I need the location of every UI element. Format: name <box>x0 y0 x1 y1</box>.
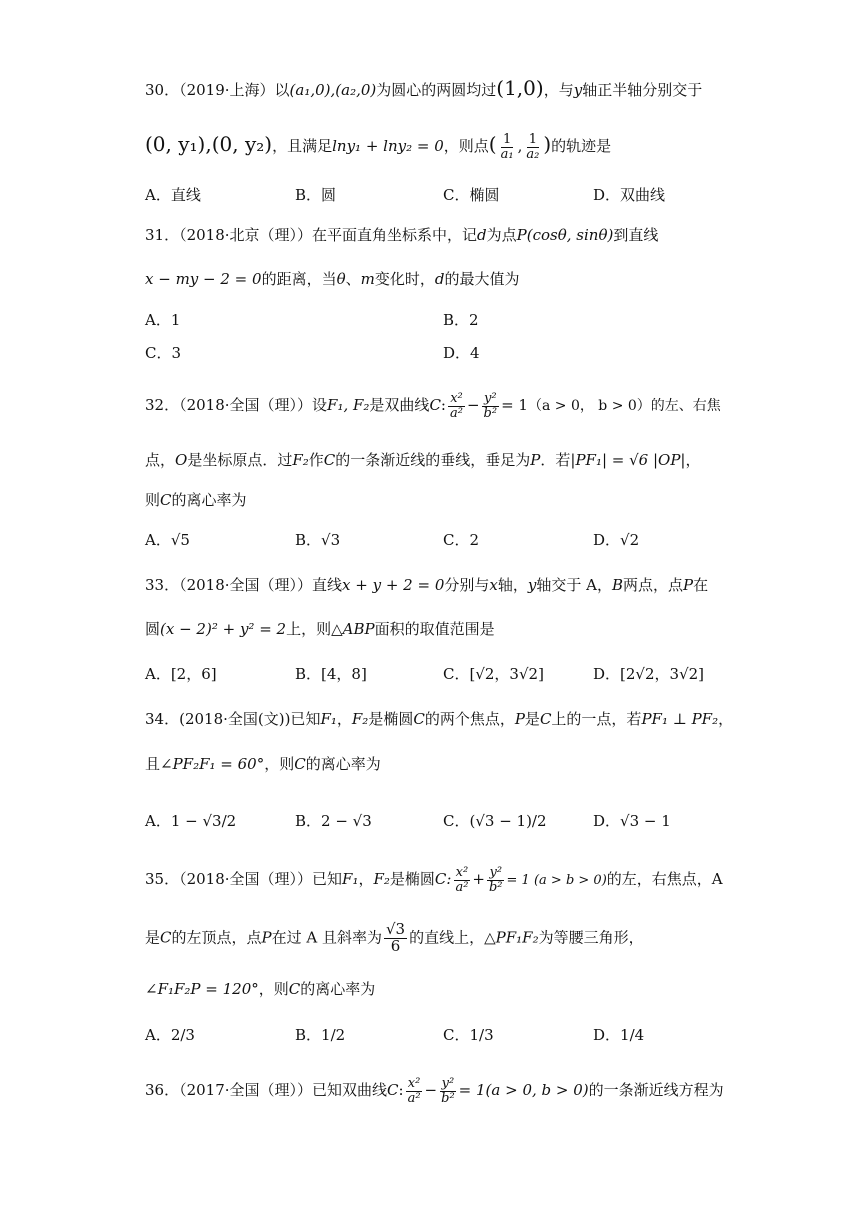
q35-text: 是椭圆 <box>389 870 435 889</box>
q32-line1 <box>145 392 721 420</box>
frac-num: y² <box>489 865 503 880</box>
q36-lead: 36．（2017·全国（理））已知双曲线 <box>145 1081 388 1100</box>
option-a[interactable]: A．1 <box>145 311 181 329</box>
q32-text: : <box>440 396 446 415</box>
q31-point: P(cosθ, sinθ) <box>516 226 614 244</box>
q34-text: 的两个焦点， <box>424 710 515 728</box>
q33-var: B <box>611 576 623 594</box>
frac-den: a² <box>449 405 463 421</box>
q34-text: 且 <box>145 755 161 773</box>
q31-text: 的距离，当 <box>261 270 337 288</box>
q32-text: （a > 0， b > 0）的左、右焦 <box>527 398 721 415</box>
q35-slope <box>384 922 407 955</box>
q32-text: 是双曲线 <box>369 396 430 415</box>
q33-var: y <box>527 576 537 594</box>
q33-triangle: △ABP <box>331 620 375 638</box>
q34-lead: 34．(2018·全国(文))已知 <box>145 710 321 728</box>
q32-var: C <box>160 491 172 509</box>
option-a[interactable]: A．1 − √3/2 <box>145 812 237 830</box>
q31-text: 到直线 <box>613 226 659 244</box>
q32-text: 是坐标原点．过 <box>187 451 293 469</box>
option-c[interactable]: C．(√3 − 1)/2 <box>443 812 547 830</box>
option-d[interactable]: D．[2√2，3√2] <box>593 665 705 683</box>
option-d[interactable]: D．√2 <box>593 531 640 549</box>
q34-text: 是 <box>524 710 540 728</box>
option-b[interactable]: B．圆 <box>295 186 337 204</box>
q30-text: 的轨迹是 <box>551 137 612 155</box>
q31-line-equation: x − my − 2 = 0 <box>145 270 262 288</box>
q35-text: 的左，右焦点，A <box>606 870 723 889</box>
q32-frac-y <box>482 392 500 420</box>
q31-text: 、 <box>345 270 361 288</box>
q35-text: 是 <box>145 928 161 947</box>
q32-frac-x <box>448 392 465 420</box>
q33-text: 分别与 <box>444 576 490 594</box>
q32-var: C <box>323 451 336 469</box>
frac-num: √3 <box>385 920 406 938</box>
frac-den: a² <box>407 1090 421 1106</box>
q34-var: F₁ <box>320 710 337 728</box>
q36-frac-x <box>406 1077 423 1105</box>
option-c[interactable]: C．3 <box>145 344 182 362</box>
q35-text: 为等腰三角形， <box>538 928 644 947</box>
option-b[interactable]: B．√3 <box>295 531 341 549</box>
q35-var: F₁ <box>342 870 359 889</box>
option-b[interactable]: B．2 − √3 <box>295 812 372 830</box>
frac-den: a₁ <box>500 146 514 162</box>
q35-triangle: △PF₁F₂ <box>484 928 539 947</box>
q34-var: C <box>413 710 425 728</box>
q33-text: 在 <box>693 576 709 594</box>
option-d[interactable]: D．1/4 <box>593 1026 645 1044</box>
q33-text: 上，则 <box>286 620 332 638</box>
q31-lead: 31．（2018·北京（理））在平面直角坐标系中，记 <box>145 226 478 244</box>
frac-den: 6 <box>390 936 401 955</box>
option-c[interactable]: C．2 <box>443 531 480 549</box>
q30-text: 轴正半轴分别交于 <box>582 81 703 99</box>
q30-point: (1,0) <box>496 76 544 100</box>
q33-line1 <box>145 573 708 597</box>
option-c[interactable]: C．1/3 <box>443 1026 494 1044</box>
q34-var: C <box>539 710 552 728</box>
q32-text: − <box>466 396 480 415</box>
q34-line1 <box>145 707 733 731</box>
q34-var: F₂ <box>351 710 369 728</box>
q35-lead: 35．（2018·全国（理））已知 <box>145 870 343 889</box>
option-d[interactable]: D．√3 − 1 <box>593 812 671 830</box>
q36-line1 <box>145 1077 724 1105</box>
q36-text: : <box>398 1081 404 1100</box>
q35-frac-y <box>487 866 505 894</box>
frac-den: b² <box>483 405 498 421</box>
q32-var: P <box>530 451 541 469</box>
q36-text: 的一条渐近线方程为 <box>588 1081 724 1100</box>
frac-num: x² <box>407 1076 421 1091</box>
frac-den: b² <box>441 1090 455 1106</box>
q30-axis: y <box>573 81 583 99</box>
q31-var: d <box>434 270 445 288</box>
q36-text: = 1(a > 0, b > 0) <box>458 1081 589 1100</box>
q34-perpendicular: PF₁ ⊥ PF₂ <box>641 710 719 728</box>
q33-text: 面积的取值范围是 <box>374 620 495 638</box>
q32-text: 点， <box>145 451 176 469</box>
q32-lead: 32．（2018·全国（理））设 <box>145 396 328 415</box>
option-a[interactable]: A．√5 <box>145 531 190 549</box>
q33-text: 轴交于 A， <box>536 576 612 594</box>
q32-var: O <box>175 451 188 469</box>
q30-centers: (a₁,0),(a₂,0) <box>289 81 377 99</box>
q35-text: 在过 A 且斜率为 <box>271 928 382 947</box>
q36-var: C <box>387 1081 399 1100</box>
q30-condition: lny₁ + lny₂ = 0 <box>332 137 444 155</box>
option-a[interactable]: A．2/3 <box>145 1026 195 1044</box>
q35-line1 <box>145 866 723 894</box>
q35-text: 的直线上， <box>409 928 485 947</box>
q31-var: m <box>360 270 375 288</box>
option-b[interactable]: B．2 <box>443 311 479 329</box>
q35-var: P <box>261 928 272 947</box>
q34-text: 的离心率为 <box>305 755 381 773</box>
q35-var: C <box>160 928 172 947</box>
q33-text: 圆 <box>145 620 161 638</box>
option-a[interactable]: A．直线 <box>145 186 201 204</box>
q32-var: F₂ <box>292 451 309 469</box>
q30-lead: 30．（2019·上海）以 <box>145 81 290 99</box>
q34-var: P <box>514 710 525 728</box>
frac-den: a₂ <box>526 146 540 162</box>
q30-text: ，则点 <box>443 137 489 155</box>
q33-var: x <box>489 576 498 594</box>
q32-text: 的一条渐近线的垂线，垂足为 <box>335 451 531 469</box>
q31-line1 <box>145 223 658 247</box>
q34-text: 上的一点，若 <box>551 710 642 728</box>
q30-line2: (0, y₁),(0, y₂)，且满足lny₁ + lny₂ = 0，则点( $\frac{1}{\text{a₁}}$ , $\frac{1}{\text{a₂}}$ )的轨迹是 <box>145 131 612 162</box>
option-c[interactable]: C．椭圆 <box>443 186 500 204</box>
q34-text: ，则 <box>264 755 295 773</box>
q34-var: C <box>294 755 306 773</box>
q32-text: ．若 <box>540 451 571 469</box>
q32-text: ， <box>685 451 701 469</box>
q32-text: 作 <box>308 451 324 469</box>
q34-text: ， <box>718 710 734 728</box>
frac-num: x² <box>450 391 463 406</box>
q32-text: = 1 <box>501 396 528 415</box>
frac-num: 1 <box>528 131 537 147</box>
option-d[interactable]: D．双曲线 <box>593 186 666 204</box>
q31-text: 的最大值为 <box>444 270 520 288</box>
q34-text: 是椭圆 <box>368 710 414 728</box>
frac-num: y² <box>441 1076 455 1091</box>
option-c[interactable]: C．[√2，3√2] <box>443 665 544 683</box>
option-b[interactable]: B．1/2 <box>295 1026 346 1044</box>
frac-num: 1 <box>502 131 512 147</box>
q31-var: d <box>477 226 487 244</box>
q32-var: C <box>429 396 441 415</box>
q30-points: (0, y₁),(0, y₂) <box>145 132 273 156</box>
q30-line1 <box>145 76 702 102</box>
q32-foci: F₁, F₂ <box>327 396 370 415</box>
q35-var: F₂ <box>373 870 390 889</box>
q35-line3 <box>145 977 375 1001</box>
q35-var: C <box>288 980 301 998</box>
q35-text: 的左顶点，点 <box>171 928 262 947</box>
option-b[interactable]: B．[4，8] <box>295 665 367 683</box>
q30-frac1 <box>499 133 516 161</box>
q34-angle: ∠PF₂F₁ = 60° <box>160 755 265 773</box>
q35-var: C: <box>434 870 452 889</box>
q35-text: = 1 (a > b > 0) <box>506 873 607 889</box>
q31-text: 为点 <box>486 226 517 244</box>
q35-line2 <box>145 922 644 955</box>
q33-line-equation: x + y + 2 = 0 <box>342 576 445 594</box>
q34-text: ， <box>336 710 352 728</box>
q33-line2 <box>145 617 495 641</box>
q31-var: θ <box>336 270 346 288</box>
q30-text: ，与 <box>543 81 574 99</box>
q33-lead: 33．（2018·全国（理））直线 <box>145 576 343 594</box>
q35-frac-x <box>453 866 470 894</box>
frac-den: b² <box>488 879 503 895</box>
q35-text: 的离心率为 <box>300 980 376 998</box>
q33-circle-equation: (x − 2)² + y² = 2 <box>160 620 287 638</box>
option-d[interactable]: D．4 <box>443 344 480 362</box>
q31-line2 <box>145 267 520 291</box>
q32-text: 则 <box>145 491 161 509</box>
q32-text: 的离心率为 <box>171 491 247 509</box>
frac-num: x² <box>455 865 469 880</box>
q30-text: 为圆心的两圆均过 <box>376 81 497 99</box>
frac-num: y² <box>484 391 497 406</box>
q36-text: − <box>424 1081 438 1100</box>
option-a[interactable]: A．[2，6] <box>145 665 217 683</box>
q35-text: + <box>472 870 485 889</box>
q33-var: P <box>683 576 694 594</box>
frac-den: a² <box>455 879 469 895</box>
q30-text: ，且满足 <box>272 137 333 155</box>
q30-frac2 <box>524 133 541 161</box>
q33-text: 轴， <box>497 576 528 594</box>
q33-text: 两点，点 <box>623 576 684 594</box>
q36-frac-y <box>439 1077 457 1105</box>
q32-condition: |PF₁| = √6 |OP| <box>570 451 686 469</box>
q31-text: 变化时， <box>374 270 435 288</box>
q32-line3 <box>145 488 247 512</box>
q35-text: ， <box>358 870 374 889</box>
q35-text: ，则 <box>258 980 289 998</box>
q32-line2 <box>145 448 701 472</box>
q34-line2 <box>145 752 381 776</box>
q35-angle: ∠F₁F₂P = 120° <box>145 980 259 998</box>
